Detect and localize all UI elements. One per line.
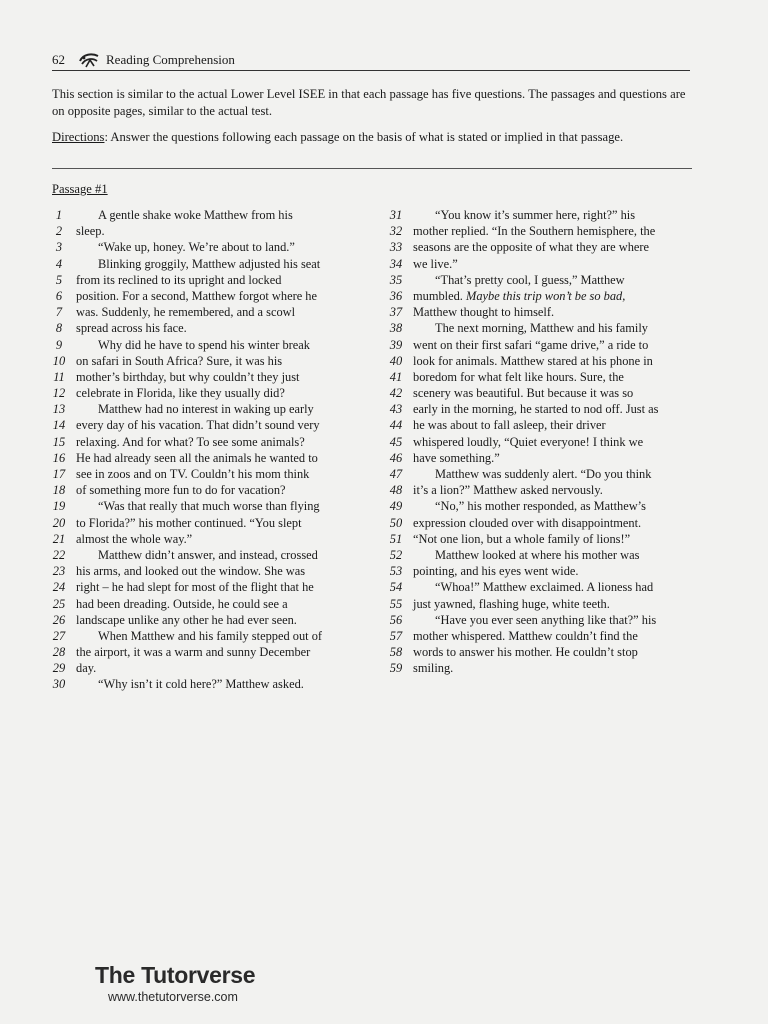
passage-line xyxy=(385,515,695,531)
line-text xyxy=(413,515,641,531)
line-text-plain: A gentle shake woke Matthew from his xyxy=(98,208,293,222)
line-number: 31 xyxy=(389,208,403,222)
passage-line xyxy=(48,320,358,336)
line-text-plain: “Have you ever seen anything like that?” his xyxy=(435,612,657,627)
line-number: 37 xyxy=(389,305,403,320)
line-text-plain: see in zoos and on TV. Couldn’t his mom think xyxy=(76,467,310,481)
passage-line xyxy=(385,353,695,369)
passage-line xyxy=(385,272,695,288)
line-text xyxy=(435,320,648,336)
passage-line xyxy=(48,304,358,320)
line-text-plain: relaxing. And for what? To see some animals? xyxy=(76,434,305,449)
line-number: 27 xyxy=(52,628,66,643)
line-text-italic: Maybe this trip won’t be so bad, xyxy=(466,288,626,303)
line-text xyxy=(413,401,658,417)
line-number: 58 xyxy=(389,645,403,660)
line-text xyxy=(413,628,638,644)
line-text xyxy=(76,320,187,336)
line-text-plain: “Whoa!” Matthew exclaimed. A lioness had xyxy=(435,580,654,595)
line-text xyxy=(76,417,320,433)
line-text xyxy=(98,239,295,255)
line-text xyxy=(98,547,318,563)
line-text xyxy=(98,337,310,353)
line-number: 18 xyxy=(52,483,66,498)
line-text-plain: almost the whole way.” xyxy=(76,531,193,546)
line-number: 50 xyxy=(389,515,403,530)
line-text-plain: we live.” xyxy=(413,256,458,271)
divider xyxy=(52,168,692,169)
line-number: 46 xyxy=(389,450,403,465)
brand-url: www.thetutorverse.com xyxy=(108,990,238,1004)
passage-line xyxy=(385,337,695,353)
line-text xyxy=(76,515,302,531)
line-text-plain: of something more fun to do for vacation? xyxy=(76,483,286,498)
line-number: 30 xyxy=(52,677,66,692)
passage-line xyxy=(48,401,358,417)
line-text-plain: “Was that really that much worse than flying xyxy=(98,499,320,514)
line-text xyxy=(98,401,314,417)
line-text xyxy=(435,612,656,628)
page-number: 62 xyxy=(52,52,65,67)
passage-line xyxy=(385,563,695,579)
line-text-plain: every day of his vacation. That didn’t sound very xyxy=(76,418,320,433)
line-text xyxy=(76,579,314,595)
passage-line xyxy=(385,304,695,320)
line-text-plain: his arms, and looked out the window. She was xyxy=(76,564,306,579)
line-text-plain: boredom for what felt like hours. Sure, the xyxy=(413,369,624,384)
intro-block xyxy=(52,86,692,155)
line-text-plain: expression clouded over with disappointment. xyxy=(413,515,642,530)
line-number: 7 xyxy=(55,305,63,320)
line-text xyxy=(98,628,322,644)
line-number: 12 xyxy=(52,386,66,401)
line-text xyxy=(76,434,305,450)
line-number: 3 xyxy=(55,240,63,255)
passage-line xyxy=(385,369,695,385)
line-text-plain: “No,” his mother responded, as Matthew’s xyxy=(435,499,646,514)
line-text xyxy=(413,563,579,579)
passage-line xyxy=(48,660,358,676)
line-text xyxy=(413,385,633,401)
passage-column-right xyxy=(385,207,695,676)
line-text xyxy=(98,256,320,272)
intro-paragraph: This section is similar to the actual Lower Level ISEE in that each passage has five questions. The passages and questions are on opposite pages, similar to the actual test. xyxy=(52,87,686,118)
line-text xyxy=(413,369,624,385)
line-number: 2 xyxy=(55,224,63,239)
line-text-plain: “That’s pretty cool, I guess,” Matthew xyxy=(435,272,625,287)
line-text-plain: smiling. xyxy=(413,661,454,676)
line-number: 17 xyxy=(52,467,66,481)
line-text xyxy=(76,272,281,288)
line-text xyxy=(76,369,299,385)
line-number: 49 xyxy=(389,499,403,514)
line-text-plain: pointing, and his eyes went wide. xyxy=(413,564,579,579)
line-number: 11 xyxy=(53,369,65,384)
line-text xyxy=(413,337,648,353)
line-text xyxy=(76,385,285,401)
passage-line xyxy=(385,434,695,450)
line-number: 38 xyxy=(389,321,403,336)
passage-line xyxy=(385,596,695,612)
passage-line xyxy=(385,498,695,514)
line-text xyxy=(76,466,309,482)
line-number: 43 xyxy=(389,402,403,417)
passage-line xyxy=(48,498,358,514)
passage-line xyxy=(48,385,358,401)
line-number: 47 xyxy=(389,467,403,481)
line-text xyxy=(76,304,295,320)
line-number: 34 xyxy=(389,256,403,271)
passage-line xyxy=(385,450,695,466)
line-text xyxy=(413,417,606,433)
passage-line xyxy=(48,676,358,692)
passage-line xyxy=(48,207,358,223)
line-text-plain: early in the morning, he started to nod off. Just as xyxy=(413,402,659,417)
line-text xyxy=(76,612,297,628)
passage-line xyxy=(48,417,358,433)
line-text-plain: whispered loudly, “Quiet everyone! I think we xyxy=(413,434,644,449)
line-text-plain: on safari in South Africa? Sure, it was his xyxy=(76,353,283,368)
tutorverse-swirl-icon xyxy=(78,52,100,68)
line-text-plain: sleep. xyxy=(76,224,105,239)
passage-line xyxy=(385,466,695,482)
line-number: 1 xyxy=(55,208,63,222)
line-text-plain: it’s a lion?” Matthew asked nervously. xyxy=(413,483,603,498)
line-number: 13 xyxy=(52,402,66,417)
line-number: 21 xyxy=(52,531,66,546)
line-number: 52 xyxy=(389,547,403,562)
line-number: 33 xyxy=(389,240,403,255)
line-text-plain: celebrate in Florida, like they usually did? xyxy=(76,386,285,401)
passage-line xyxy=(48,644,358,660)
line-number: 57 xyxy=(389,628,403,643)
line-number: 4 xyxy=(55,256,63,271)
line-text-plain: Matthew thought to himself. xyxy=(413,305,555,320)
line-text xyxy=(413,644,638,660)
line-number: 39 xyxy=(389,337,403,352)
passage-line xyxy=(48,579,358,595)
passage-line xyxy=(48,547,358,563)
line-text xyxy=(413,223,655,239)
line-text-plain: “Not one lion, but a whole family of lions!” xyxy=(413,531,631,546)
line-number: 8 xyxy=(55,321,63,336)
line-text-plain: landscape unlike any other he had ever seen. xyxy=(76,612,297,627)
line-text xyxy=(435,466,651,482)
line-text-plain: mother whispered. Matthew couldn’t find the xyxy=(413,628,638,643)
line-text xyxy=(76,353,282,369)
line-text-plain: seasons are the opposite of what they are where xyxy=(413,240,650,255)
line-number: 22 xyxy=(52,547,66,562)
line-text xyxy=(98,498,320,514)
line-text-plain: the airport, it was a warm and sunny December xyxy=(76,645,311,660)
line-number: 36 xyxy=(389,288,403,303)
line-text-plain: right – he had slept for most of the flight that he xyxy=(76,580,314,595)
line-text-plain: from its reclined to its upright and locked xyxy=(76,272,282,287)
line-text xyxy=(76,660,96,676)
line-text-plain: Matthew looked at where his mother was xyxy=(435,547,640,562)
passage-line xyxy=(48,563,358,579)
line-number: 42 xyxy=(389,386,403,401)
passage-line xyxy=(48,628,358,644)
line-number: 9 xyxy=(55,337,63,352)
line-number: 51 xyxy=(389,531,403,546)
line-number: 25 xyxy=(52,596,66,611)
line-number: 24 xyxy=(52,580,66,595)
line-text xyxy=(76,288,317,304)
line-text-plain: “Wake up, honey. We’re about to land.” xyxy=(98,240,295,255)
passage-line xyxy=(385,628,695,644)
passage-line xyxy=(48,596,358,612)
line-text-plain: to Florida?” his mother continued. “You slept xyxy=(76,515,302,530)
line-number: 19 xyxy=(52,499,66,514)
line-text xyxy=(76,223,105,239)
passage-line xyxy=(48,272,358,288)
line-text-plain: have something.” xyxy=(413,450,500,465)
line-text xyxy=(413,239,649,255)
line-text-plain: went on their first safari “game drive,” a ride to xyxy=(413,337,649,352)
line-text xyxy=(76,450,318,466)
line-text xyxy=(76,531,192,547)
line-number: 44 xyxy=(389,418,403,433)
line-text xyxy=(76,644,310,660)
passage-line xyxy=(48,337,358,353)
line-text-plain: mother’s birthday, but why couldn’t they just xyxy=(76,369,300,384)
line-text xyxy=(413,596,610,612)
line-text xyxy=(76,563,305,579)
line-text-plain: just yawned, flashing huge, white teeth. xyxy=(413,596,610,611)
line-text-plain: look for animals. Matthew stared at his phone in xyxy=(413,353,653,368)
line-text xyxy=(413,304,554,320)
passage-line xyxy=(385,239,695,255)
line-text xyxy=(413,256,458,272)
line-number: 26 xyxy=(52,612,66,627)
passage-line xyxy=(385,579,695,595)
passage-line xyxy=(385,660,695,676)
line-text xyxy=(435,498,646,514)
line-number: 16 xyxy=(52,450,66,465)
passage-line xyxy=(48,515,358,531)
passage-column-left xyxy=(48,207,358,693)
line-number: 14 xyxy=(52,418,66,433)
line-text-plain: had been dreading. Outside, he could see a xyxy=(76,596,288,611)
line-number: 55 xyxy=(389,596,403,611)
passage-line xyxy=(48,256,358,272)
line-number: 40 xyxy=(389,353,403,368)
line-text xyxy=(76,596,288,612)
passage-line xyxy=(385,547,695,563)
directions-label: Directions xyxy=(52,130,105,144)
line-number: 28 xyxy=(52,645,66,660)
line-number: 10 xyxy=(52,353,66,368)
line-text xyxy=(413,434,643,450)
passage-line xyxy=(385,207,695,223)
line-text xyxy=(435,272,625,288)
line-text-plain: spread across his face. xyxy=(76,321,187,336)
page-header xyxy=(52,52,690,71)
line-text-plain: Blinking groggily, Matthew adjusted his seat xyxy=(98,256,321,271)
passage-line xyxy=(385,256,695,272)
line-text-plain: scenery was beautiful. But because it was so xyxy=(413,386,634,401)
passage-line xyxy=(385,288,695,304)
line-text-plain: Matthew didn’t answer, and instead, crossed xyxy=(98,547,318,562)
line-number: 45 xyxy=(389,434,403,449)
passage-line xyxy=(48,288,358,304)
line-number: 35 xyxy=(389,272,403,287)
line-number: 15 xyxy=(52,434,66,449)
directions-paragraph xyxy=(52,129,692,146)
line-number: 59 xyxy=(389,661,403,676)
line-text-plain: he was about to fall asleep, their driver xyxy=(413,418,606,433)
passage-line xyxy=(385,482,695,498)
line-number: 54 xyxy=(389,580,403,595)
line-text xyxy=(413,531,630,547)
passage-line xyxy=(48,239,358,255)
line-number: 6 xyxy=(55,288,63,303)
line-text-plain: mother replied. “In the Southern hemisphere, the xyxy=(413,224,656,239)
passage-line xyxy=(385,417,695,433)
line-number: 56 xyxy=(389,612,403,627)
line-text-plain: “Why isn’t it cold here?” Matthew asked. xyxy=(98,677,304,692)
line-text-plain: Why did he have to spend his winter break xyxy=(98,337,310,352)
line-text-plain: day. xyxy=(76,661,97,676)
line-text xyxy=(435,547,639,563)
line-text-plain: The next morning, Matthew and his family xyxy=(435,321,649,336)
line-text xyxy=(413,353,653,369)
directions-text: : Answer the questions following each passage on the basis of what is stated or implied in that passage. xyxy=(104,130,624,144)
line-number: 48 xyxy=(389,483,403,498)
passage-line xyxy=(48,482,358,498)
line-text xyxy=(98,207,293,223)
passage-line xyxy=(385,401,695,417)
passage-line xyxy=(48,223,358,239)
line-text xyxy=(76,482,286,498)
brand-logo-text: The Tutorverse xyxy=(95,962,256,988)
passage-line xyxy=(385,644,695,660)
passage-line xyxy=(48,450,358,466)
passage-line xyxy=(385,385,695,401)
passage-line xyxy=(48,353,358,369)
line-text-plain: He had already seen all the animals he wanted to xyxy=(76,450,318,465)
line-text xyxy=(98,676,304,692)
line-text xyxy=(413,450,500,466)
passage-line xyxy=(48,531,358,547)
line-text-plain: Matthew was suddenly alert. “Do you think xyxy=(435,467,652,481)
passage-title: Passage #1 xyxy=(52,182,108,196)
line-text xyxy=(435,207,635,223)
line-text-plain: words to answer his mother. He couldn’t stop xyxy=(413,645,638,660)
line-number: 20 xyxy=(52,515,66,530)
line-text-plain: mumbled. xyxy=(413,288,466,303)
line-number: 32 xyxy=(389,224,403,239)
passage-line xyxy=(48,434,358,450)
line-text xyxy=(413,288,625,304)
line-text-plain: Matthew had no interest in waking up early xyxy=(98,402,314,417)
line-text-plain: was. Suddenly, he remembered, and a scowl xyxy=(76,305,296,320)
line-text-plain: “You know it’s summer here, right?” his xyxy=(435,208,636,222)
passage-line xyxy=(385,612,695,628)
passage-line xyxy=(48,466,358,482)
passage-line xyxy=(385,531,695,547)
line-text-plain: position. For a second, Matthew forgot where he xyxy=(76,288,317,303)
line-number: 29 xyxy=(52,661,66,676)
line-text xyxy=(413,660,453,676)
passage-line xyxy=(48,369,358,385)
line-text xyxy=(435,579,653,595)
passage-line xyxy=(385,320,695,336)
line-number: 53 xyxy=(389,564,403,579)
line-number: 23 xyxy=(52,564,66,579)
section-title: Reading Comprehension xyxy=(106,52,235,67)
line-number: 41 xyxy=(389,369,403,384)
passage-line xyxy=(385,223,695,239)
line-text-plain: When Matthew and his family stepped out of xyxy=(98,628,323,643)
line-number: 5 xyxy=(55,272,63,287)
passage-line xyxy=(48,612,358,628)
line-text xyxy=(413,482,603,498)
